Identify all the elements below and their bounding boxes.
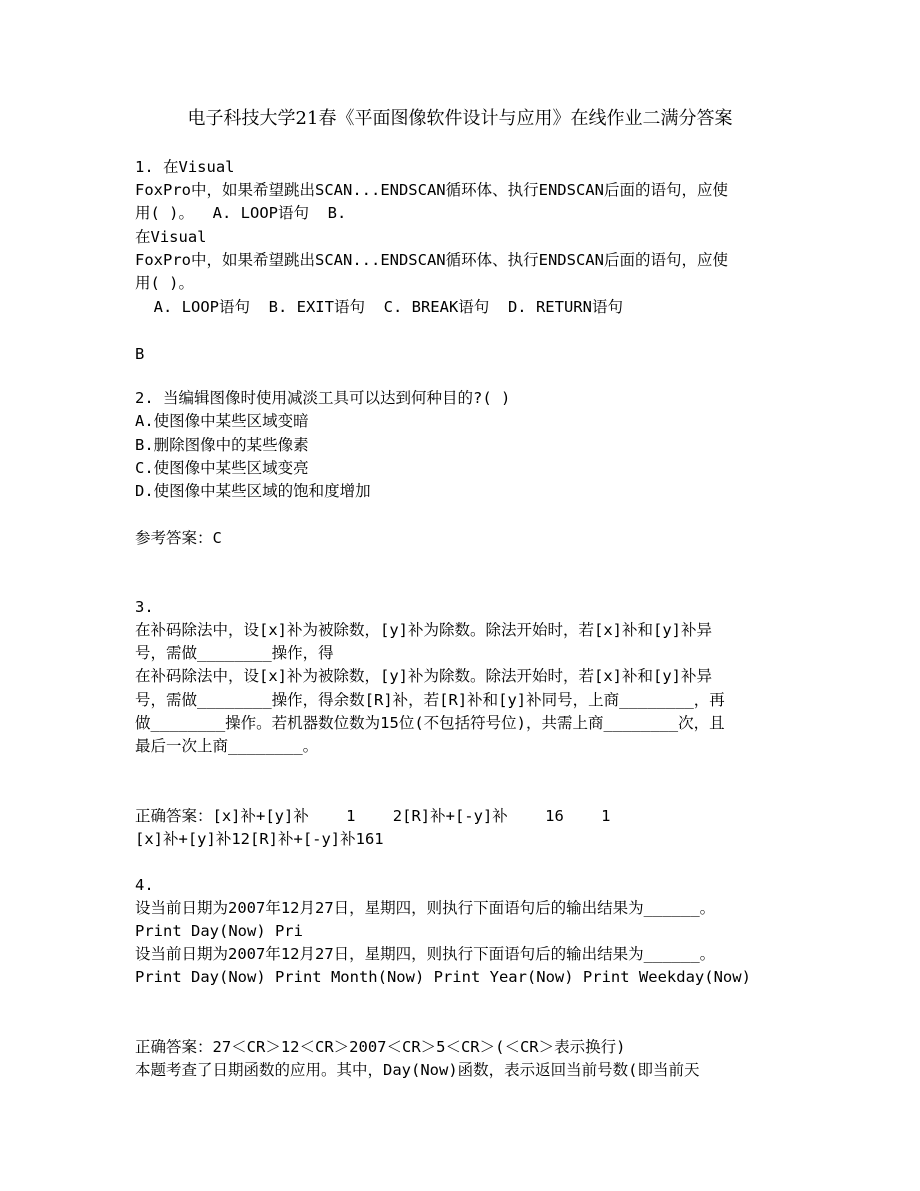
q2-question: 2. 当编辑图像时使用减淡工具可以达到何种目的?( ) [135,389,511,407]
q3-line: 在补码除法中，设[x]补为被除数，[y]补为除数。除法开始时，若[x]补和[y]补异 [135,621,712,639]
q4-line: 4. [135,876,154,894]
q4-line: 设当前日期为2007年12月27日，星期四，则执行下面语句后的输出结果为______。 [135,945,716,963]
q4-answer: 正确答案：27＜CR＞12＜CR＞2007＜CR＞5＜CR＞(＜CR＞表示换行) [135,1038,626,1056]
q2-option-c: C.使图像中某些区域变亮 [135,459,309,477]
q3-line: 号，需做________操作，得余数[R]补，若[R]补和[y]补同号，上商________，再 [135,691,725,709]
q4-line: Print Day(Now) Pri [135,922,303,940]
q1-line: 用( )。 A. LOOP语句 B. [135,204,347,222]
q3-line: 在补码除法中，设[x]补为被除数，[y]补为除数。除法开始时，若[x]补和[y]补异 [135,667,712,685]
q3-answer: [x]补+[y]补12[R]补+[-y]补161 [135,830,384,848]
q2-option-b: B.删除图像中的某些像素 [135,436,309,454]
q1-line: 在Visual [135,228,207,246]
q3-answer: 正确答案：[x]补+[y]补 1 2[R]补+[-y]补 16 1 [135,807,611,825]
q3-line: 最后一次上商________。 [135,737,319,755]
q1-line: FoxPro中，如果希望跳出SCAN...ENDSCAN循环体、执行ENDSCAN后面的语句，应使 [135,181,728,199]
q1-options: A. LOOP语句 B. EXIT语句 C. BREAK语句 D. RETURN语句 [135,298,623,316]
q4-line: Print Day(Now) Print Month(Now) Print Year(Now) Print Weekday(Now) [135,968,751,986]
q1-answer: B [135,345,145,363]
q3-line: 号，需做________操作，得 [135,644,334,662]
q3-line: 3. [135,598,154,616]
q3-line: 做________操作。若机器数位数为15位(不包括符号位)，共需上商________次，且 [135,714,725,732]
q1-line: 1. 在Visual [135,158,235,176]
q4-answer: 本题考查了日期函数的应用。其中，Day(Now)函数，表示返回当前号数(即当前天 [135,1061,700,1079]
q1-line: 用( )。 [135,274,194,292]
q4-line: 设当前日期为2007年12月27日，星期四，则执行下面语句后的输出结果为______。 [135,899,716,917]
q1-line: FoxPro中，如果希望跳出SCAN...ENDSCAN循环体、执行ENDSCAN后面的语句，应使 [135,251,728,269]
q2-option-a: A.使图像中某些区域变暗 [135,412,309,430]
document-title: 电子科技大学21春《平面图像软件设计与应用》在线作业二满分答案 [187,108,733,129]
q2-answer: 参考答案：C [135,529,222,547]
q2-option-d: D.使图像中某些区域的饱和度增加 [135,482,371,500]
